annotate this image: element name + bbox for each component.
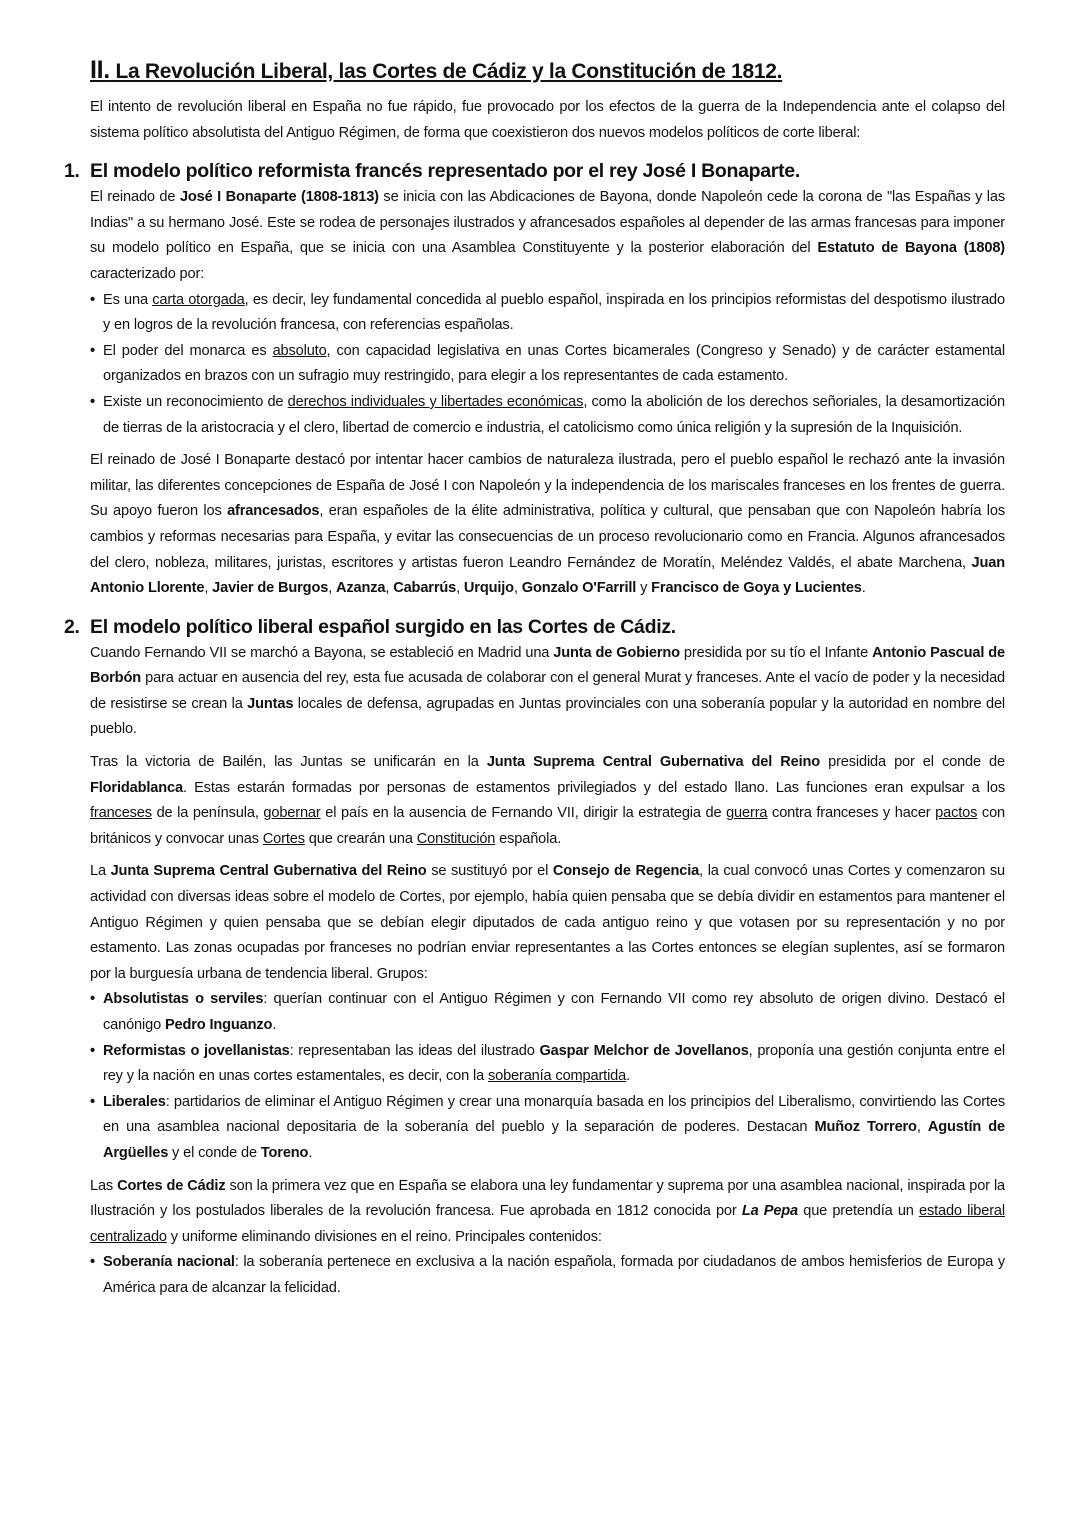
bold-text: Consejo de Regencia bbox=[552, 863, 700, 880]
bold-text: Toreno bbox=[260, 1144, 309, 1161]
bullet-item bbox=[90, 339, 1005, 390]
text-run: , bbox=[456, 580, 464, 597]
section-number: 1. bbox=[64, 160, 80, 183]
underlined-text: derechos individuales y libertades económicas bbox=[287, 393, 584, 410]
text-run: y el conde de bbox=[168, 1144, 261, 1161]
text-run: . Estas estarán formadas por personas de estamentos privilegiados y del estado llano. Las funciones eran expulsar a los bbox=[182, 779, 1005, 796]
section-number: 2. bbox=[64, 615, 80, 638]
bold-text: Agustín de Argüelles bbox=[103, 1119, 1005, 1161]
bold-text: Gonzalo O'Farrill bbox=[521, 580, 637, 597]
text-run: , eran españoles de la élite administrativa, política y cultural, que pensaban que con Napoleón habría los cambios y reformas necesarias para España, y evitar las consecuencias de un proceso revolucionario como en Francia. Algunos afrancesados del clero, nobleza, militares, juristas, escritores y artistas fueron Leandro Fernández de Moratín, Meléndez Valdés, el abate Marchena, bbox=[90, 503, 1005, 571]
underlined-text: carta otorgada bbox=[152, 291, 245, 308]
text-run: se inicia con las Abdicaciones de Bayona, donde Napoleón cede la corona de "las Españas y las Indias" a su hermano José. Este se rodea de personajes ilustrados y afrancesados españoles al depender de las armas francesas para imponer su modelo político en España, que se inicia con una Asamblea Constituyente y la posterior elaboración del bbox=[90, 189, 1005, 257]
text-run: , como la abolición de los derechos señoriales, la desamortización de tierras de la aristocracia y el clero, libertad de comercio e industria, el catolicismo como única religión y la supresión de la Inquisición. bbox=[103, 393, 1005, 436]
text-run: La bbox=[90, 863, 111, 880]
text-run: . bbox=[626, 1068, 631, 1085]
bold-text: Absolutistas o serviles bbox=[103, 991, 264, 1008]
text-run: El reinado de bbox=[90, 189, 180, 206]
text-run: , bbox=[204, 580, 213, 597]
underlined-text: absoluto bbox=[272, 342, 327, 359]
page-title bbox=[90, 56, 1005, 85]
text-run: que crearán una bbox=[304, 830, 417, 847]
bold-text: Junta de Gobierno bbox=[553, 644, 680, 661]
text-run: Existe un reconocimiento de bbox=[103, 393, 288, 410]
text-run: se sustituyó por el bbox=[426, 863, 553, 880]
paragraph bbox=[90, 95, 1005, 146]
bullet-item bbox=[90, 390, 1005, 441]
bold-text: Juntas bbox=[247, 695, 294, 712]
bold-text: Estatuto de Bayona (1808) bbox=[817, 240, 1005, 257]
text-run: locales de defensa, agrupadas en Juntas provinciales con una soberanía popular y la autoridad en nombre del pueblo. bbox=[90, 695, 1005, 738]
bullet-item bbox=[90, 1250, 1005, 1301]
text-run: presidida por su tío el Infante bbox=[679, 644, 873, 661]
paragraph bbox=[90, 448, 1005, 602]
bullet-item bbox=[90, 288, 1005, 339]
text-run: , es decir, ley fundamental concedida al pueblo español, inspirada en los principios reformistas del despotismo ilustrado y en logros de la revolución francesa, con referencias españolas. bbox=[103, 291, 1005, 334]
text-run: . bbox=[308, 1144, 313, 1161]
text-run: , bbox=[513, 580, 522, 597]
bold-text: José I Bonaparte (1808-1813) bbox=[179, 189, 379, 206]
bullet-item bbox=[90, 1090, 1005, 1167]
text-run: y uniforme eliminando divisiones en el reino. Principales contenidos: bbox=[166, 1228, 602, 1245]
text-run: de la península, bbox=[151, 805, 264, 822]
text-run: , proponía una gestión conjunta entre el rey y la nación en unas cortes estamentales, es decir, con la bbox=[103, 1042, 1005, 1085]
bold-text: Floridablanca bbox=[90, 779, 183, 796]
bold-text: Soberanía nacional bbox=[103, 1254, 235, 1271]
bold-text: Cortes de Cádiz bbox=[117, 1177, 226, 1194]
paragraph bbox=[90, 185, 1005, 287]
bold-text: Reformistas o jovellanistas bbox=[103, 1042, 290, 1059]
section-heading-text: El modelo político reformista francés representado por el rey José I Bonaparte. bbox=[90, 160, 800, 183]
text-run: Tras la victoria de Bailén, las Juntas se unificarán en la bbox=[90, 754, 487, 771]
title-roman-numeral: II. bbox=[90, 56, 110, 84]
text-run: El poder del monarca es bbox=[103, 342, 273, 359]
text-run: Las bbox=[90, 1177, 118, 1194]
underlined-text: pactos bbox=[935, 805, 978, 822]
bold-text: Azanza bbox=[336, 580, 386, 597]
text-run: , bbox=[916, 1119, 928, 1136]
paragraph bbox=[90, 1174, 1005, 1251]
bold-text: Francisco de Goya y Lucientes bbox=[651, 580, 862, 597]
text-run: con británicos y convocar unas bbox=[90, 805, 1005, 847]
section-heading bbox=[64, 160, 1005, 183]
section-heading bbox=[64, 615, 1005, 639]
underlined-text: gobernar bbox=[263, 805, 321, 822]
underlined-text: Constitución bbox=[416, 830, 496, 847]
text-run: contra franceses y hacer bbox=[767, 805, 936, 822]
text-run: para actuar en ausencia del rey, esta fue acusada de colaborar con el general Murat y franceses. Ante el vacío de poder y la necesidad de resistirse se crean la bbox=[90, 670, 1005, 712]
underlined-text: Cortes bbox=[262, 830, 305, 847]
text-run: El intento de revolución liberal en España no fue rápido, fue provocado por los efectos de la guerra de la Independencia ante el colapso del sistema político absolutista del Antiguo Régimen, de forma que coexistieron dos nuevos modelos políticos de corte liberal: bbox=[90, 99, 1005, 141]
text-run: : la soberanía pertenece en exclusiva a la nación española, formada por ciudadanos de ambos hemisferios de Europa y América para de alcanzar la felicidad. bbox=[103, 1254, 1005, 1296]
underlined-text: estado liberal centralizado bbox=[90, 1203, 1005, 1245]
document-page bbox=[64, 56, 1006, 1302]
text-run: : querían continuar con el Antiguo Régimen y con Fernando VII como rey absoluto de origen divino. Destacó el canónigo bbox=[103, 991, 1005, 1033]
bold-text: Junta Suprema Central Gubernativa del Reino bbox=[486, 754, 821, 771]
text-run: . bbox=[272, 1017, 277, 1033]
text-run: . bbox=[861, 580, 866, 597]
text-run: el país en la ausencia de Fernando VII, dirigir la estrategia de bbox=[320, 805, 727, 822]
bold-text: Gaspar Melchor de Jovellanos bbox=[539, 1042, 749, 1059]
underlined-text: soberanía compartida bbox=[487, 1068, 627, 1085]
bold-text: Pedro Inguanzo bbox=[164, 1017, 273, 1033]
bold-text: Muñoz Torrero bbox=[814, 1119, 917, 1136]
text-run: , la cual convocó unas Cortes y comenzaron su actividad con diversas ideas sobre el modelo de Cortes, por ejemplo, había quien pensaba que se debía dividir en estamentos para mantener el Antiguo Régimen y quien pensaba que se debían elegir diputados de cada antiguo reino y que votasen por su representación y no por estamento. Las zonas ocupadas por franceses no podrían enviar representantes a las Cortes entonces se elegían suplentes, así se formaron por la burguesía urbana de tendencia liberal. Grupos: bbox=[90, 863, 1005, 982]
text-run: El reinado de José I Bonaparte destacó por intentar hacer cambios de naturaleza ilustrada, pero el pueblo español le rechazó ante la invasión militar, las diferentes concepciones de España de José I con Napoleón y la independencia de los mariscales franceses en los frentes de guerra. Su apoyo fueron los bbox=[90, 452, 1005, 520]
text-run: , con capacidad legislativa en unas Cortes bicamerales (Congreso y Senado) y de carácter estamental organizados en brazos con un sufragio muy restringido, para elegir a los representantes de cada estamento. bbox=[103, 342, 1005, 385]
text-run: , bbox=[328, 580, 336, 597]
bullet-item bbox=[90, 1039, 1005, 1090]
paragraph bbox=[90, 859, 1005, 987]
text-run: : partidarios de eliminar el Antiguo Régimen y crear una monarquía basada en los principios del Liberalismo, convirtiendo las Cortes en una asamblea nacional depositaria de la soberanía del pueblo y la separación de poderes. Destacan bbox=[103, 1093, 1005, 1136]
underlined-text: franceses bbox=[90, 805, 152, 822]
text-run: Cuando Fernando VII se marchó a Bayona, se estableció en Madrid una bbox=[90, 644, 554, 661]
bold-text: Javier de Burgos bbox=[212, 580, 329, 597]
title-text: La Revolución Liberal, las Cortes de Cádiz y la Constitución de 1812. bbox=[109, 60, 783, 83]
text-run: presidida por el conde de bbox=[820, 754, 1005, 771]
text-run: Es una bbox=[103, 291, 153, 308]
text-run: : representaban las ideas del ilustrado bbox=[289, 1042, 540, 1059]
paragraph bbox=[90, 641, 1005, 743]
bold-text: Cabarrús bbox=[393, 580, 457, 597]
text-run: y bbox=[636, 580, 652, 597]
text-run: , bbox=[385, 580, 394, 597]
text-run: caracterizado por: bbox=[90, 265, 205, 282]
paragraph bbox=[90, 750, 1005, 852]
bold-text: Juan Antonio Llorente bbox=[90, 554, 1005, 597]
bold-text: Urquijo bbox=[463, 580, 514, 597]
text-run: que pretendía un bbox=[798, 1203, 919, 1220]
bold-text: Junta Suprema Central Gubernativa del Reino bbox=[110, 863, 427, 880]
text-run: española. bbox=[495, 830, 562, 847]
bold-text: afrancesados bbox=[227, 503, 320, 520]
section-heading-text: El modelo político liberal español surgido en las Cortes de Cádiz. bbox=[90, 615, 676, 638]
bullet-item bbox=[90, 987, 1005, 1038]
underlined-text: guerra bbox=[726, 805, 768, 822]
text-run: son la primera vez que en España se elabora una ley fundamentar y suprema por una asamblea nacional, inspirada por la Ilustración y los postulados liberales de la revolución francesa. Fue aprobada en 1812 conocida por bbox=[90, 1177, 1005, 1220]
bold-italic-text: La Pepa bbox=[741, 1203, 799, 1220]
bold-text: Liberales bbox=[103, 1093, 166, 1110]
bold-text: Antonio Pascual de Borbón bbox=[90, 644, 1006, 687]
